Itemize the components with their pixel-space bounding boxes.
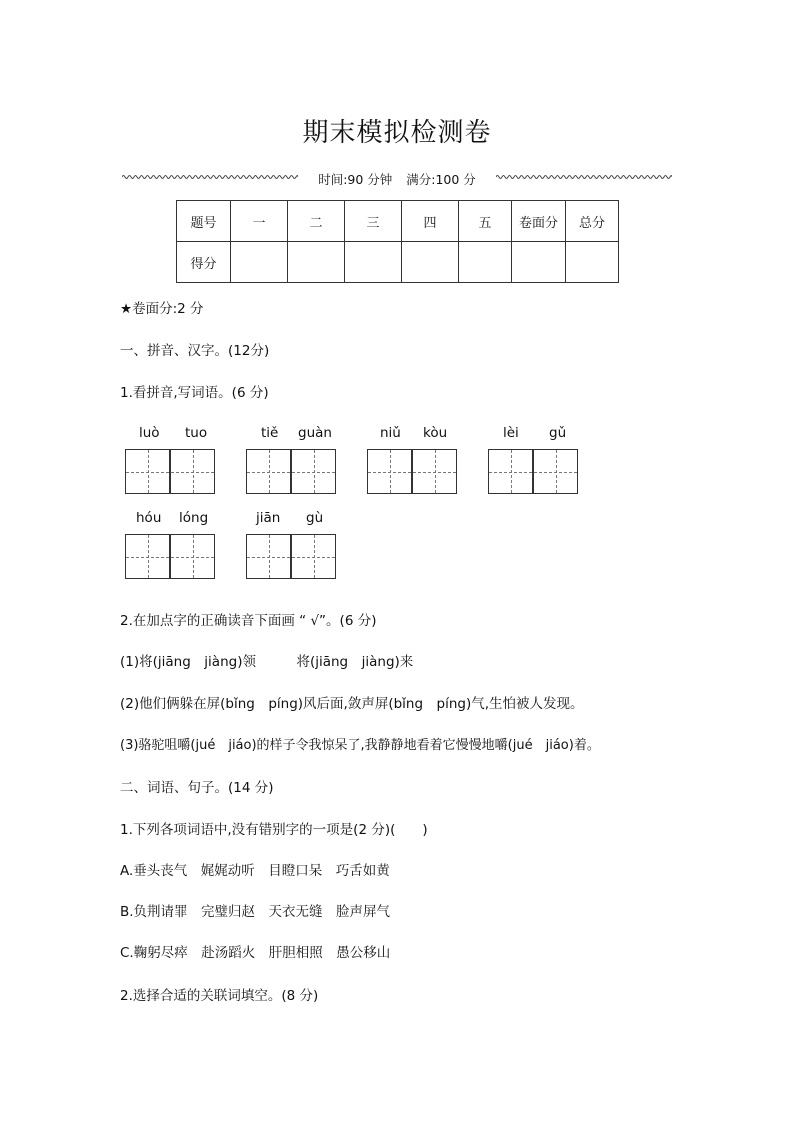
option-c: C.鞠躬尽瘁 赴汤蹈火 肝胆相照 愚公移山 xyxy=(120,945,391,961)
decorative-wave-right xyxy=(496,174,672,180)
q2-item: (3)骆驼咀嚼(jué jiáo)的样子令我惊呆了,我静静地看着它慢慢地嚼(jué jiáo)着。 xyxy=(120,738,600,753)
pinyin-text: lèi xyxy=(503,425,519,441)
header-cell: 一 xyxy=(231,201,288,242)
pinyin-text: tuo xyxy=(185,425,208,441)
q2-item: (1)将(jiāng jiàng)领 将(jiāng jiàng)来 xyxy=(120,654,414,670)
full-score: 满分:100 分 xyxy=(406,172,476,187)
score-table-score-row xyxy=(177,242,619,283)
writing-box[interactable] xyxy=(246,534,291,579)
score-cell[interactable] xyxy=(288,242,345,283)
score-cell[interactable] xyxy=(402,242,459,283)
writing-box[interactable] xyxy=(291,449,336,494)
section2-q2: 2.选择合适的关联词填空。(8 分) xyxy=(120,988,319,1004)
pinyin-text: hóu xyxy=(136,510,162,526)
writing-box[interactable] xyxy=(412,449,457,494)
time-limit: 时间:90 分钟 xyxy=(318,172,393,187)
writing-box[interactable] xyxy=(125,534,170,579)
star-note: ★卷面分:2 分 xyxy=(120,301,204,317)
q2-item: (2)他们俩躲在屏(bǐng píng)风后面,敛声屏(bǐng píng)气,生怕被人发现。 xyxy=(120,696,584,712)
pinyin-text: gǔ xyxy=(549,425,567,441)
section1-q1: 1.看拼音,写词语。(6 分) xyxy=(120,385,269,401)
header-cell: 五 xyxy=(459,201,512,242)
score-cell[interactable] xyxy=(459,242,512,283)
section2-q1: 1.下列各项词语中,没有错别字的一项是(2 分)( ) xyxy=(120,822,428,838)
score-table-header-row xyxy=(177,201,619,242)
writing-box[interactable] xyxy=(291,534,336,579)
page-title: 期末模拟检测卷 xyxy=(302,118,492,148)
writing-box[interactable] xyxy=(125,449,170,494)
header-cell: 题号 xyxy=(177,201,231,242)
pinyin-text: lóng xyxy=(179,510,209,526)
score-cell[interactable] xyxy=(566,242,619,283)
score-cell[interactable] xyxy=(512,242,566,283)
option-b: B.负荆请罪 完璧归赵 天衣无缝 脸声屏气 xyxy=(120,904,391,920)
section2-heading: 二、词语、句子。(14 分) xyxy=(120,780,274,796)
option-a: A.垂头丧气 娓娓动听 目瞪口呆 巧舌如黄 xyxy=(120,863,390,879)
section1-q2: 2.在加点字的正确读音下面画 “ √”。(6 分) xyxy=(120,613,377,629)
pinyin-text: niǔ xyxy=(380,425,401,441)
writing-box[interactable] xyxy=(533,449,578,494)
section1-heading: 一、拼音、汉字。(12分) xyxy=(120,343,270,359)
header-cell: 四 xyxy=(402,201,459,242)
score-table xyxy=(176,200,619,283)
pinyin-text: jiān xyxy=(256,510,281,526)
exam-info-row xyxy=(122,170,672,190)
header-cell: 总分 xyxy=(566,201,619,242)
pinyin-text: guàn xyxy=(298,425,332,441)
pinyin-text: tiě xyxy=(261,425,279,441)
writing-box[interactable] xyxy=(488,449,533,494)
score-cell[interactable] xyxy=(231,242,288,283)
writing-box[interactable] xyxy=(246,449,291,494)
pinyin-text: gù xyxy=(306,510,324,526)
header-cell: 二 xyxy=(288,201,345,242)
writing-box[interactable] xyxy=(367,449,412,494)
pinyin-text: kòu xyxy=(423,425,448,441)
row-label: 得分 xyxy=(177,242,231,283)
header-cell: 三 xyxy=(345,201,402,242)
header-cell: 卷面分 xyxy=(512,201,566,242)
score-cell[interactable] xyxy=(345,242,402,283)
writing-box[interactable] xyxy=(170,534,215,579)
pinyin-text: luò xyxy=(139,425,160,441)
writing-box[interactable] xyxy=(170,449,215,494)
